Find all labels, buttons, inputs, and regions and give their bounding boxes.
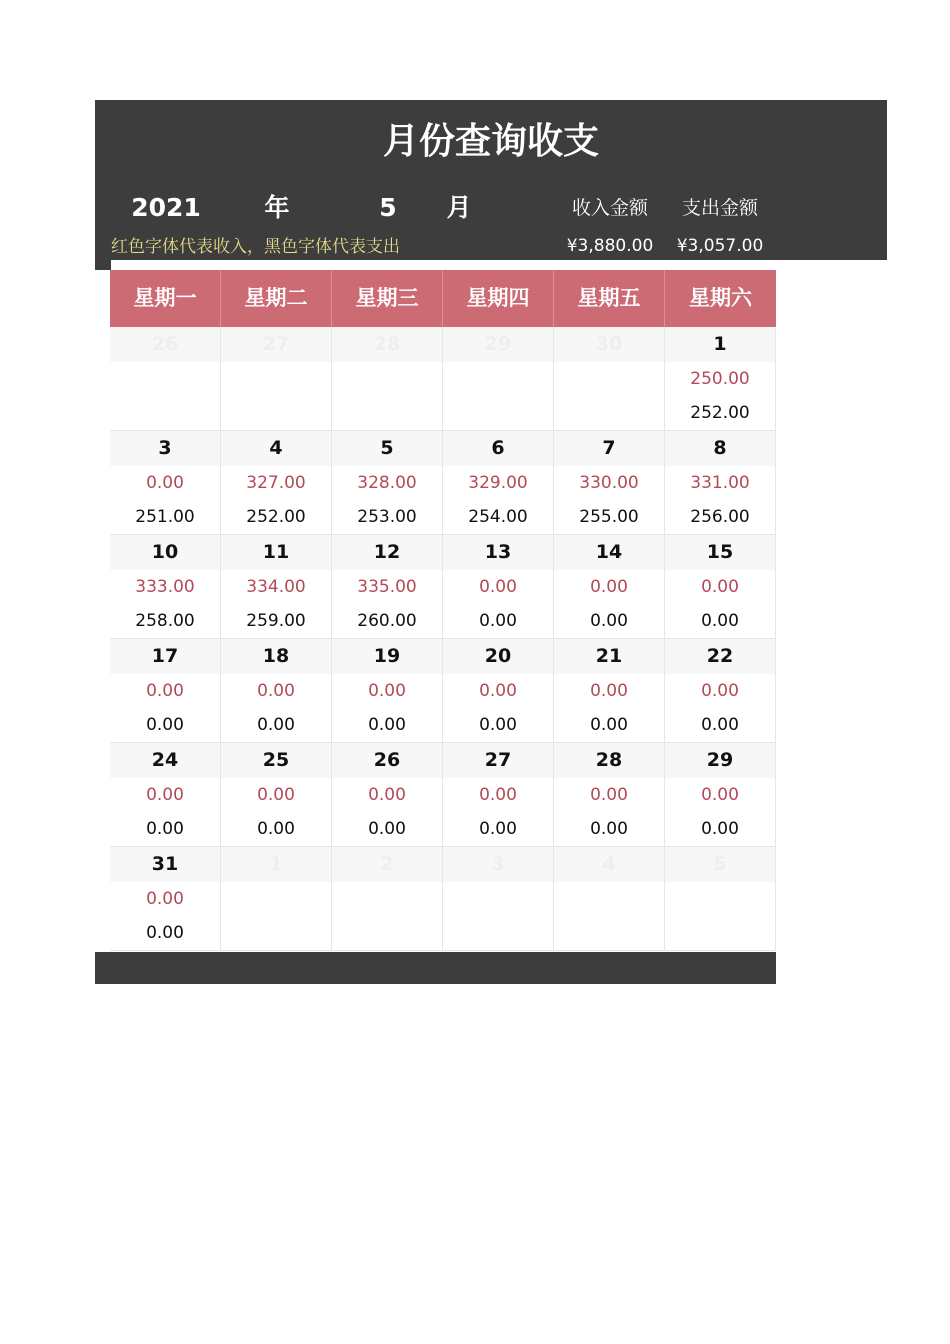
day-number: 1 xyxy=(665,327,775,362)
adjacent-month-day-number: 5 xyxy=(665,847,775,882)
expense-value xyxy=(332,916,442,950)
day-cell[interactable] xyxy=(110,847,221,951)
day-cell[interactable] xyxy=(332,535,443,639)
income-value: 328.00 xyxy=(357,473,417,493)
expense-value: 0.00 xyxy=(368,715,406,735)
expense-value xyxy=(665,916,775,950)
day-cell[interactable] xyxy=(554,743,665,847)
day-number: 25 xyxy=(221,743,331,778)
expense-value: 0.00 xyxy=(479,715,517,735)
weekday-label: 星期一 xyxy=(110,270,221,327)
day-number: 28 xyxy=(554,743,664,778)
expense-value: 255.00 xyxy=(579,507,639,527)
income-value: 330.00 xyxy=(579,473,639,493)
expense-value: 0.00 xyxy=(479,611,517,631)
income-value: 0.00 xyxy=(146,785,184,805)
income-value xyxy=(221,882,331,916)
day-number: 22 xyxy=(665,639,775,674)
adjacent-month-day-number: 28 xyxy=(332,327,442,362)
day-number: 29 xyxy=(665,743,775,778)
income-value: 0.00 xyxy=(590,785,628,805)
expense-value: 0.00 xyxy=(701,611,739,631)
adjacent-month-day-number: 30 xyxy=(554,327,664,362)
income-value: 0.00 xyxy=(701,577,739,597)
weekday-label: 星期五 xyxy=(554,270,665,327)
day-cell[interactable] xyxy=(665,535,776,639)
day-number: 10 xyxy=(110,535,220,570)
week-row xyxy=(110,431,776,535)
income-value: 0.00 xyxy=(368,681,406,701)
expense-label: 支出金额 xyxy=(681,197,758,219)
day-cell[interactable] xyxy=(332,327,443,431)
expense-value: 0.00 xyxy=(590,819,628,839)
income-value: 333.00 xyxy=(135,577,195,597)
day-number: 27 xyxy=(443,743,553,778)
day-cell[interactable] xyxy=(221,431,332,535)
day-number: 17 xyxy=(110,639,220,674)
day-cell[interactable] xyxy=(443,535,554,639)
income-value xyxy=(554,362,664,396)
income-value: 331.00 xyxy=(690,473,750,493)
day-cell[interactable] xyxy=(554,639,665,743)
weekday-header xyxy=(110,270,776,327)
expense-value xyxy=(554,396,664,430)
weekday-label: 星期六 xyxy=(689,286,752,310)
page-title: 月份查询收支 xyxy=(382,121,599,162)
day-number: 18 xyxy=(221,639,331,674)
income-value: 250.00 xyxy=(690,369,750,389)
expense-value xyxy=(443,396,553,430)
adjacent-month-day-number: 3 xyxy=(443,847,553,882)
expense-value: 251.00 xyxy=(135,507,195,527)
expense-value: 254.00 xyxy=(468,507,528,527)
day-cell[interactable] xyxy=(554,535,665,639)
expense-value xyxy=(221,916,331,950)
expense-value: 0.00 xyxy=(146,923,184,943)
header-band-stub xyxy=(95,260,111,270)
adjacent-month-day-number: 29 xyxy=(443,327,553,362)
day-cell[interactable] xyxy=(332,847,443,951)
income-value: 334.00 xyxy=(246,577,306,597)
expense-value: 0.00 xyxy=(257,715,295,735)
day-number: 31 xyxy=(110,847,220,882)
income-value: 0.00 xyxy=(146,681,184,701)
expense-value: 258.00 xyxy=(135,611,195,631)
day-cell[interactable] xyxy=(332,639,443,743)
adjacent-month-day-number: 1 xyxy=(221,847,331,882)
expense-value: 0.00 xyxy=(590,715,628,735)
day-number: 26 xyxy=(332,743,442,778)
legend-note: 红色字体代表收入，黑色字体代表支出 xyxy=(111,237,400,257)
day-cell[interactable] xyxy=(665,431,776,535)
calendar-sheet xyxy=(95,100,887,984)
day-number: 12 xyxy=(332,535,442,570)
day-cell[interactable] xyxy=(665,327,776,431)
expense-value: 0.00 xyxy=(701,819,739,839)
expense-value xyxy=(554,916,664,950)
income-value: 0.00 xyxy=(479,785,517,805)
day-number: 5 xyxy=(332,431,442,466)
income-value: 0.00 xyxy=(368,785,406,805)
adjacent-month-day-number: 2 xyxy=(332,847,442,882)
day-cell[interactable] xyxy=(110,431,221,535)
income-value: 0.00 xyxy=(146,473,184,493)
income-value xyxy=(110,362,220,396)
day-cell[interactable] xyxy=(221,743,332,847)
income-value: 0.00 xyxy=(146,889,184,909)
day-cell[interactable] xyxy=(554,327,665,431)
expense-value: 0.00 xyxy=(479,819,517,839)
footer-band xyxy=(95,952,776,984)
week-row xyxy=(110,743,776,847)
expense-value xyxy=(110,396,220,430)
weekday-label: 星期二 xyxy=(221,270,332,327)
day-cell[interactable] xyxy=(221,327,332,431)
expense-total: ¥3,057.00 xyxy=(676,236,764,256)
income-value: 335.00 xyxy=(357,577,417,597)
income-value: 0.00 xyxy=(257,681,295,701)
day-number: 20 xyxy=(443,639,553,674)
income-value: 0.00 xyxy=(257,785,295,805)
month-value[interactable]: 5 xyxy=(379,193,397,222)
expense-value: 252.00 xyxy=(246,507,306,527)
income-value: 329.00 xyxy=(468,473,528,493)
day-cell[interactable] xyxy=(332,431,443,535)
calendar-grid xyxy=(110,270,776,952)
day-number: 21 xyxy=(554,639,664,674)
week-row xyxy=(110,535,776,639)
day-cell[interactable] xyxy=(110,327,221,431)
income-total: ¥3,880.00 xyxy=(566,236,654,256)
adjacent-month-day-number: 26 xyxy=(110,327,220,362)
day-number: 3 xyxy=(110,431,220,466)
year-unit-label: 年 xyxy=(264,193,290,222)
day-cell[interactable] xyxy=(332,743,443,847)
day-cell[interactable] xyxy=(443,743,554,847)
expense-value xyxy=(443,916,553,950)
expense-value: 260.00 xyxy=(357,611,417,631)
income-value: 0.00 xyxy=(479,577,517,597)
day-cell[interactable] xyxy=(443,431,554,535)
income-value xyxy=(221,362,331,396)
expense-value: 0.00 xyxy=(257,819,295,839)
income-value xyxy=(332,882,442,916)
day-number: 4 xyxy=(221,431,331,466)
weekday-label: 星期四 xyxy=(443,270,554,327)
expense-value xyxy=(221,396,331,430)
day-cell[interactable] xyxy=(554,431,665,535)
day-number: 19 xyxy=(332,639,442,674)
day-cell[interactable] xyxy=(443,327,554,431)
day-number: 11 xyxy=(221,535,331,570)
income-label: 收入金额 xyxy=(571,197,648,219)
day-cell[interactable] xyxy=(443,847,554,951)
expense-value: 253.00 xyxy=(357,507,417,527)
expense-value: 0.00 xyxy=(146,819,184,839)
day-cell[interactable] xyxy=(554,847,665,951)
day-cell[interactable] xyxy=(221,847,332,951)
day-number: 24 xyxy=(110,743,220,778)
expense-value: 252.00 xyxy=(690,403,750,423)
income-value xyxy=(443,362,553,396)
income-value: 0.00 xyxy=(701,681,739,701)
day-number: 14 xyxy=(554,535,664,570)
expense-value: 256.00 xyxy=(690,507,750,527)
day-cell[interactable] xyxy=(221,639,332,743)
day-cell[interactable] xyxy=(665,847,776,951)
expense-value: 0.00 xyxy=(590,611,628,631)
month-unit-label: 月 xyxy=(446,193,472,222)
week-row xyxy=(110,639,776,743)
day-cell[interactable] xyxy=(665,743,776,847)
adjacent-month-day-number: 27 xyxy=(221,327,331,362)
expense-value: 0.00 xyxy=(701,715,739,735)
income-value xyxy=(554,882,664,916)
income-value: 0.00 xyxy=(701,785,739,805)
day-cell[interactable] xyxy=(110,535,221,639)
income-value xyxy=(443,882,553,916)
year-value[interactable]: 2021 xyxy=(131,193,201,222)
income-value: 0.00 xyxy=(479,681,517,701)
expense-value: 0.00 xyxy=(368,819,406,839)
income-value xyxy=(665,882,775,916)
day-cell[interactable] xyxy=(221,535,332,639)
day-cell[interactable] xyxy=(443,639,554,743)
day-cell[interactable] xyxy=(110,639,221,743)
income-value: 0.00 xyxy=(590,577,628,597)
day-cell[interactable] xyxy=(665,639,776,743)
week-row xyxy=(110,847,776,951)
day-number: 7 xyxy=(554,431,664,466)
adjacent-month-day-number: 4 xyxy=(554,847,664,882)
day-number: 13 xyxy=(443,535,553,570)
expense-value: 259.00 xyxy=(246,611,306,631)
day-cell[interactable] xyxy=(110,743,221,847)
day-number: 8 xyxy=(665,431,775,466)
weekday-label: 星期三 xyxy=(332,270,443,327)
expense-value: 0.00 xyxy=(146,715,184,735)
expense-value xyxy=(332,396,442,430)
income-value: 327.00 xyxy=(246,473,306,493)
day-number: 6 xyxy=(443,431,553,466)
income-value: 0.00 xyxy=(590,681,628,701)
week-row xyxy=(110,327,776,431)
day-number: 15 xyxy=(665,535,775,570)
income-value xyxy=(332,362,442,396)
